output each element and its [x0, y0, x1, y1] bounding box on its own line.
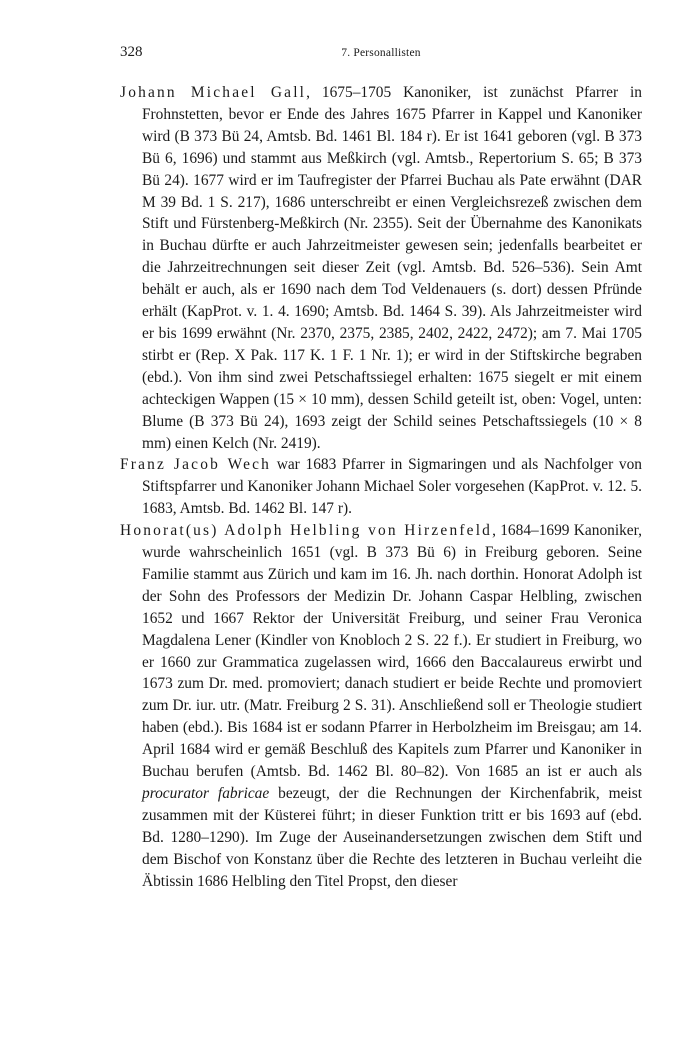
entries — [120, 82, 642, 893]
entry-name: Johann Michael Gall — [120, 84, 307, 101]
running-title: 7. Personallisten — [341, 47, 421, 59]
entry-text: , 1675–1705 Kanoniker, ist zunächst Pfarrer in Frohnstetten, bevor er Ende des Jahres 1675 Pfarrer in Kappel und Kanoniker wird (B 373 Bü 24, Amtsb. Bd. 1461 Bl. 184 r). Er ist 1641 geboren (vgl. B 373 Bü 6, 1696) und stammt aus Meßkirch (vgl. Amtsb., Repertorium S. 65; B 373 Bü 24). 1677 wird er im Taufregister der Pfarrei Buchau als Pate erwähnt (DAR M 39 Bd. 1 S. 217), 1686 unterschreibt er einen Vergleichsrezeß zwischen dem Stift und Fürstenberg-Meßkirch (Nr. 2355). Seit der Übernahme des Kanonikats in Buchau dürfte er auch Jahrzeitmeister gewesen sein; jedenfalls bearbeitet er die Jahrzeitrechnungen seit dieser Zeit (vgl. Amtsb. Bd. 526–536). Sein Amt behält er auch, als er 1690 nach dem Tod Veldenauers (s. dort) dessen Pfründe erhält (KapProt. v. 1. 4. 1690; Amtsb. Bd. 1464 S. 39). Als Jahrzeitmeister wird er bis 1699 erwähnt (Nr. 2370, 2375, 2385, 2402, 2422, 2472); am 7. Mai 1705 stirbt er (Rep. X Pak. 117 K. 1 F. 1 Nr. 1); er wird in der Stiftskirche begraben (ebd.). Von ihm sind zwei Petschaftssiegel erhalten: 1675 siegelt er mit einem achteckigen Wappen (15 × 10 mm), dessen Schild geteilt ist, oben: Vogel, unten: Blume (B 373 Bü 24), 1693 zeigt der Schild seines Petschaftssiegels (10 × 8 mm) einen Kelch (Nr. 2419). — [142, 84, 642, 452]
entry-name: Franz Jacob Wech — [120, 456, 272, 474]
entry-gall — [120, 82, 642, 454]
page-number: 328 — [120, 44, 143, 60]
page — [120, 44, 642, 893]
running-head — [120, 44, 642, 72]
entry-text: , 1684–1699 Kanoniker, wurde wahrscheinlich 1651 (vgl. B 373 Bü 6) in Freiburg geboren. Seine Familie stammt aus Zürich und kam im 16. Jh. nach dorthin. Honorat Adolph ist der Sohn des Professors der Medizin Dr. Johann Caspar Helbling, zwischen 1652 und 1667 Rektor der Universität Freiburg, und seiner Frau Veronica Magdalena Lener (Kindler von Knobloch 2 S. 22 f.). Er studiert in Freiburg, wo er 1660 zur Grammatica zugelassen wird, 1666 den Baccalaureus erwirbt und 1673 zum Dr. med. promoviert; danach studiert er beide Rechte und promoviert zum Dr. iur. utr. (Matr. Freiburg 2 S. 31). Anschließend soll er Theologie studiert haben (ebd.). Bis 1684 ist er sodann Pfarrer in Herbolzheim im Breisgau; am 14. April 1684 wird er gemäß Beschluß des Kapitels zum Pfarrer und Kanoniker in Buchau berufen (Amtsb. Bd. 1462 Bl. 80–82). Von 1685 an ist er auch als — [142, 522, 642, 781]
entry-wech — [120, 454, 642, 520]
entry-helbling — [120, 520, 642, 892]
entry-italic-term: procurator fabricae — [142, 785, 270, 802]
entry-text: war 1683 Pfarrer in Sigmaringen und als Nachfolger von Stiftspfarrer und Kanoniker Johann Michael Soler vorgesehen (KapProt. v. 12. 5. 1683, Amtsb. Bd. 1462 Bl. 147 r). — [142, 456, 642, 518]
entry-name: Honorat(us) Adolph Helbling von Hirzenfeld — [120, 522, 493, 540]
entry-text-continued: bezeugt, der die Rechnungen der Kirchenfabrik, meist zusammen mit der Küsterei führt; in dieser Funktion tritt er bis 1693 auf (ebd. Bd. 1280–1290). Im Zuge der Auseinandersetzungen zwischen dem Stift und dem Bischof von Konstanz über die Rechte des letzteren in Buchau verleiht die Äbtissin 1686 Helbling den Titel Propst, den dieser — [142, 785, 643, 890]
